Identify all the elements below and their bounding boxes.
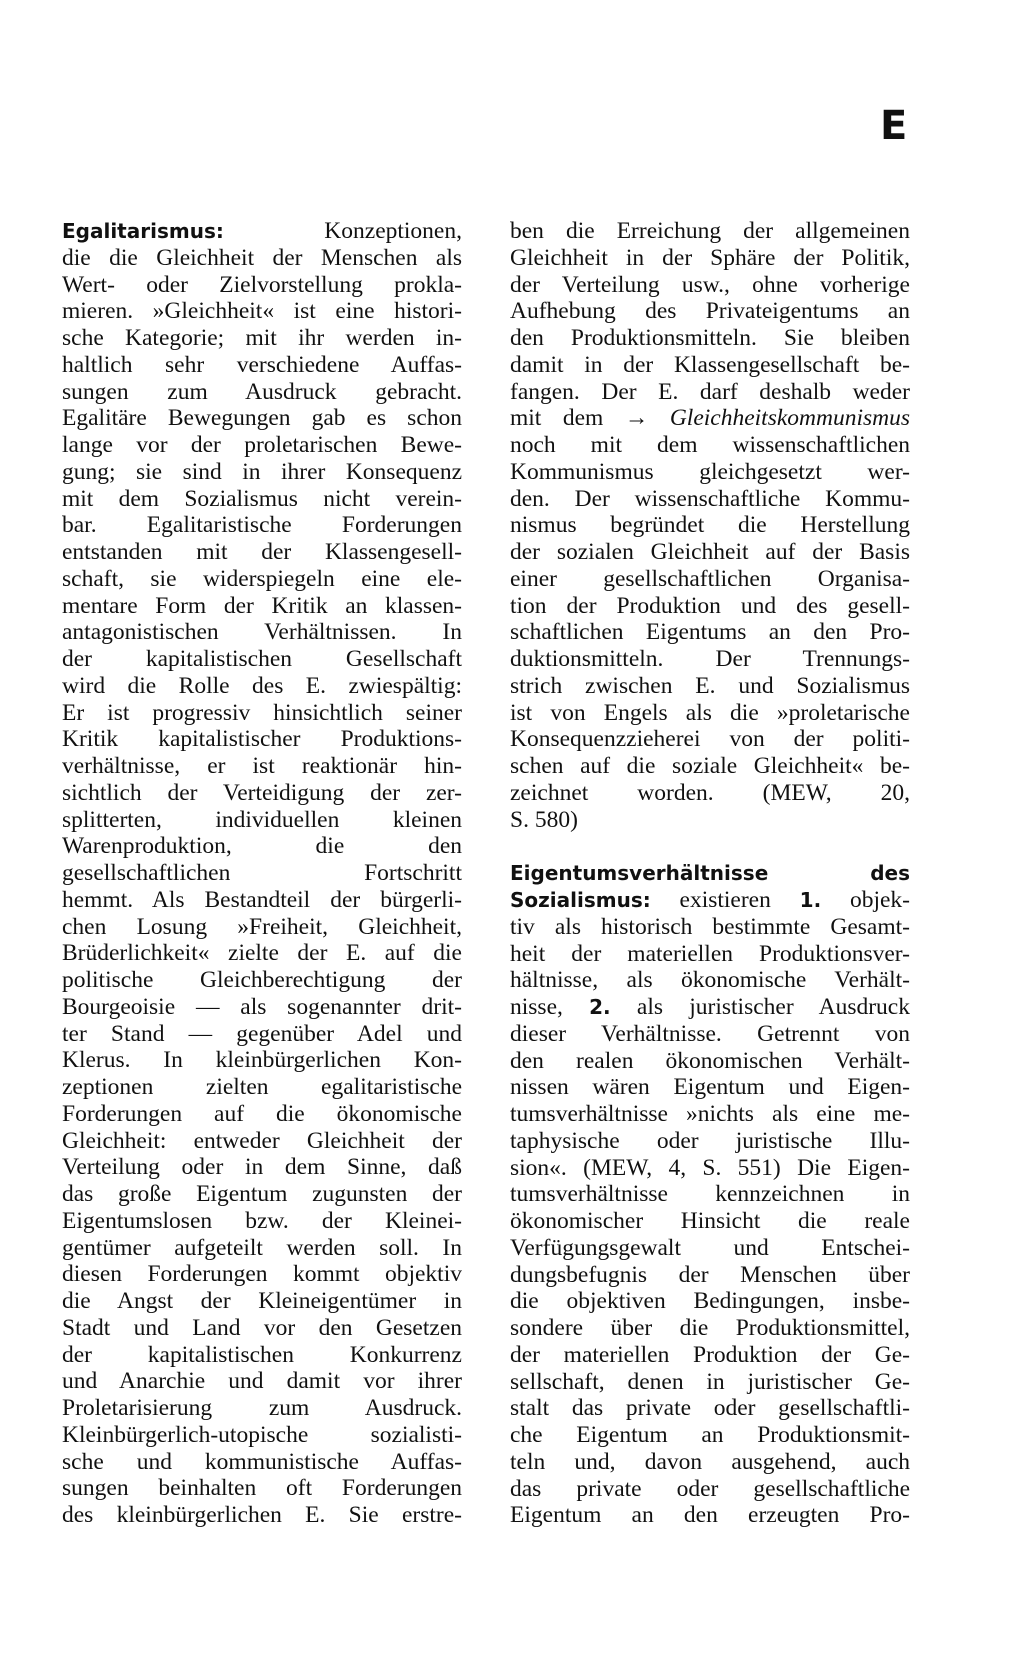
text-line: Kleinbürgerlich-utopische sozialisti- [62, 1421, 462, 1448]
text-line: gentümer aufgeteilt werden soll. In [62, 1234, 462, 1261]
text-line: haltlich sehr verschiedene Auffas- [62, 351, 462, 378]
text-line: hältnisse, als ökonomische Verhält- [510, 967, 910, 994]
text-line: entstanden mit der Klassengesell- [62, 539, 462, 565]
text-line: das private oder gesellschaftliche [510, 1475, 910, 1502]
entry-term-line: Eigentumsverhältnisse des [510, 861, 910, 886]
text-line: Konsequenzzieherei von der politi- [510, 726, 910, 753]
text-line: mentare Form der Kritik an klassen- [62, 592, 462, 619]
text-line: chen Losung »Freiheit, Gleichheit, [62, 913, 462, 940]
entry-term-sozialismus: Sozialismus: [510, 888, 651, 912]
text-line: Warenproduktion, die den [62, 833, 462, 860]
text-line: mit dem Sozialismus nicht verein- [62, 485, 462, 512]
text-line: stalt das private oder gesellschaftli- [510, 1395, 910, 1422]
text-line: Kritik kapitalistischer Produktions- [62, 726, 462, 753]
text-line: sche Kategorie; mit ihr werden in- [62, 325, 462, 351]
text-line: strich zwischen E. und Sozialismus [510, 672, 910, 699]
text-line: Stadt und Land vor den Gesetzen [62, 1314, 462, 1341]
text-line: hemmt. Als Bestandteil der bürgerli- [62, 886, 462, 913]
text-line: des kleinbürgerlichen E. Sie erstre- [62, 1502, 462, 1528]
text-line: die objektiven Bedingungen, insbe- [510, 1288, 910, 1315]
text-line: S. 580) [510, 806, 578, 833]
text-line: Proletarisierung zum Ausdruck. [62, 1395, 462, 1421]
enumeration-1: 1. [799, 888, 822, 912]
entry-first-line [62, 218, 462, 245]
text-line: schen auf die soziale Gleichheit« be- [510, 753, 910, 779]
text-line: schaftlichen Eigentums an den Pro- [510, 619, 910, 646]
text-line-enum [510, 994, 910, 1021]
text-line: politische Gleichberechtigung der [62, 967, 462, 993]
text-line: Eigentumslosen bzw. der Kleinei- [62, 1207, 462, 1234]
text-line: tion der Produktion und des gesell- [510, 592, 910, 619]
text-fragment: objek- [821, 887, 910, 913]
text-line: sondere über die Produktionsmittel, [510, 1315, 910, 1341]
crossref-prefix: mit dem → [510, 405, 670, 432]
text-line: die die Gleichheit der Menschen als [62, 244, 462, 271]
text-line: sungen beinhalten oft Forderungen [62, 1475, 462, 1502]
text-line: ist von Engels als die »proletarische [510, 699, 910, 726]
text-line: tumsverhältnisse kennzeichnen in [510, 1181, 910, 1208]
text-line: wird die Rolle des E. zwiespältig: [62, 672, 462, 699]
text-line: zeptionen zielten egalitaristische [62, 1074, 462, 1100]
text-line: diesen Forderungen kommt objektiv [62, 1261, 462, 1288]
text-line: tumsverhältnisse »nichts als eine me- [510, 1101, 910, 1127]
left-column [62, 218, 462, 1529]
text-line: antagonistischen Verhältnissen. In [62, 619, 462, 646]
page-section-letter: E [880, 103, 908, 149]
entry-gap [510, 833, 910, 860]
text-line: taphysische oder juristische Illu- [510, 1127, 910, 1154]
text-line: dieser Verhältnisse. Getrennt von [510, 1020, 910, 1047]
entry-second-line [510, 887, 910, 914]
text-line: einer gesellschaftlichen Organisa- [510, 565, 910, 592]
text-line: ben die Erreichung der allgemeinen [510, 218, 910, 244]
text-line: der Verteilung usw., ohne vorherige [510, 271, 910, 298]
text-fragment: als juristischer Ausdruck [610, 994, 910, 1020]
entry-term-egalitarismus: Egalitarismus: [62, 219, 224, 243]
text-line: heit der materiellen Produktionsver- [510, 940, 910, 967]
text-line: splitterten, individuellen kleinen [62, 806, 462, 833]
text-line: duktionsmitteln. Der Trennungs- [510, 646, 910, 672]
text-line: teln und, davon ausgehend, auch [510, 1448, 910, 1475]
crossref-link-gleichheitskommunismus[interactable]: Gleichheitskommunismus [669, 405, 910, 432]
text-line: den. Der wissenschaftliche Kommu- [510, 485, 910, 512]
text-line: Eigentum an den erzeugten Pro- [510, 1502, 910, 1529]
text-line: ökonomischer Hinsicht die reale [510, 1208, 910, 1234]
text-line: der kapitalistischen Konkurrenz [62, 1341, 462, 1368]
text-line: tiv als historisch bestimmte Gesamt- [510, 913, 910, 940]
text-line: noch mit dem wissenschaftlichen [510, 432, 910, 458]
text-line: fangen. Der E. darf deshalb weder [510, 378, 910, 405]
text-line: sion«. (MEW, 4, S. 551) Die Eigen- [510, 1154, 910, 1181]
text-line: Aufhebung des Privateigentums an [510, 298, 910, 325]
text-line: Verfügungsgewalt und Entschei- [510, 1234, 910, 1261]
text-line: Forderungen auf die ökonomische [62, 1100, 462, 1127]
text-line: der kapitalistischen Gesellschaft [62, 646, 462, 672]
text-line: die Angst der Kleineigentümer in [62, 1288, 462, 1314]
text-line: den realen ökonomischen Verhält- [510, 1047, 910, 1074]
text-line: Bourgeoisie — als sogenannter drit- [62, 993, 462, 1020]
text-line: Egalitäre Bewegungen gab es schon [62, 405, 462, 432]
text-line: mieren. »Gleichheit« ist eine histori- [62, 298, 462, 325]
text-fragment: nisse, [510, 994, 590, 1020]
text-line: nissen wären Eigentum und Eigen- [510, 1074, 910, 1101]
crossref-line [510, 405, 910, 432]
text-line: gesellschaftlichen Fortschritt [62, 860, 462, 886]
text-line: lange vor der proletarischen Bewe- [62, 432, 462, 458]
text-line: Verteilung oder in dem Sinne, daß [62, 1154, 462, 1181]
text-line: Kommunismus gleichgesetzt wer- [510, 458, 910, 485]
text-line: den Produktionsmitteln. Sie bleiben [510, 325, 910, 351]
text-line: bar. Egalitaristische Forderungen [62, 512, 462, 539]
text-fragment: existieren [650, 887, 800, 913]
text-line: und Anarchie und damit vor ihrer [62, 1368, 462, 1395]
text-line: nismus begründet die Herstellung [510, 512, 910, 539]
text-line: gung; sie sind in ihrer Konsequenz [62, 458, 462, 485]
text-line: sellschaft, denen in juristischer Ge- [510, 1368, 910, 1395]
text-line: sche und kommunistische Auffas- [62, 1448, 462, 1475]
text-line: che Eigentum an Produktionsmit- [510, 1422, 910, 1448]
text-line: sungen zum Ausdruck gebracht. [62, 378, 462, 405]
text-line: Er ist progressiv hinsichtlich seiner [62, 699, 462, 726]
text-line: dungsbefugnis der Menschen über [510, 1261, 910, 1288]
text-line: Gleichheit: entweder Gleichheit der [62, 1127, 462, 1154]
text-line: Wert- oder Zielvorstellung prokla- [62, 271, 462, 298]
text-line: verhältnisse, er ist reaktionär hin- [62, 753, 462, 779]
text-line: ter Stand — gegenüber Adel und [62, 1020, 462, 1047]
text-line: der sozialen Gleichheit auf der Basis [510, 539, 910, 565]
text-line: Brüderlichkeit« zielte der E. auf die [62, 940, 462, 967]
entry-term-eigentumsverhaeltnisse [510, 860, 910, 887]
text-line: damit in der Klassengesellschaft be- [510, 351, 910, 378]
right-column [510, 218, 910, 1529]
text-line: Klerus. In kleinbürgerlichen Kon- [62, 1047, 462, 1074]
text-line: Gleichheit in der Sphäre der Politik, [510, 244, 910, 271]
text-line: der materiellen Produktion der Ge- [510, 1341, 910, 1368]
text-line: Konzeptionen, [324, 218, 462, 244]
enumeration-2: 2. [589, 995, 611, 1019]
text-line: sichtlich der Verteidigung der zer- [62, 779, 462, 806]
text-line: schaft, sie widerspiegeln eine ele- [62, 565, 462, 592]
text-line: das große Eigentum zugunsten der [62, 1181, 462, 1207]
text-line: zeichnet worden. (MEW, 20, [510, 779, 910, 806]
